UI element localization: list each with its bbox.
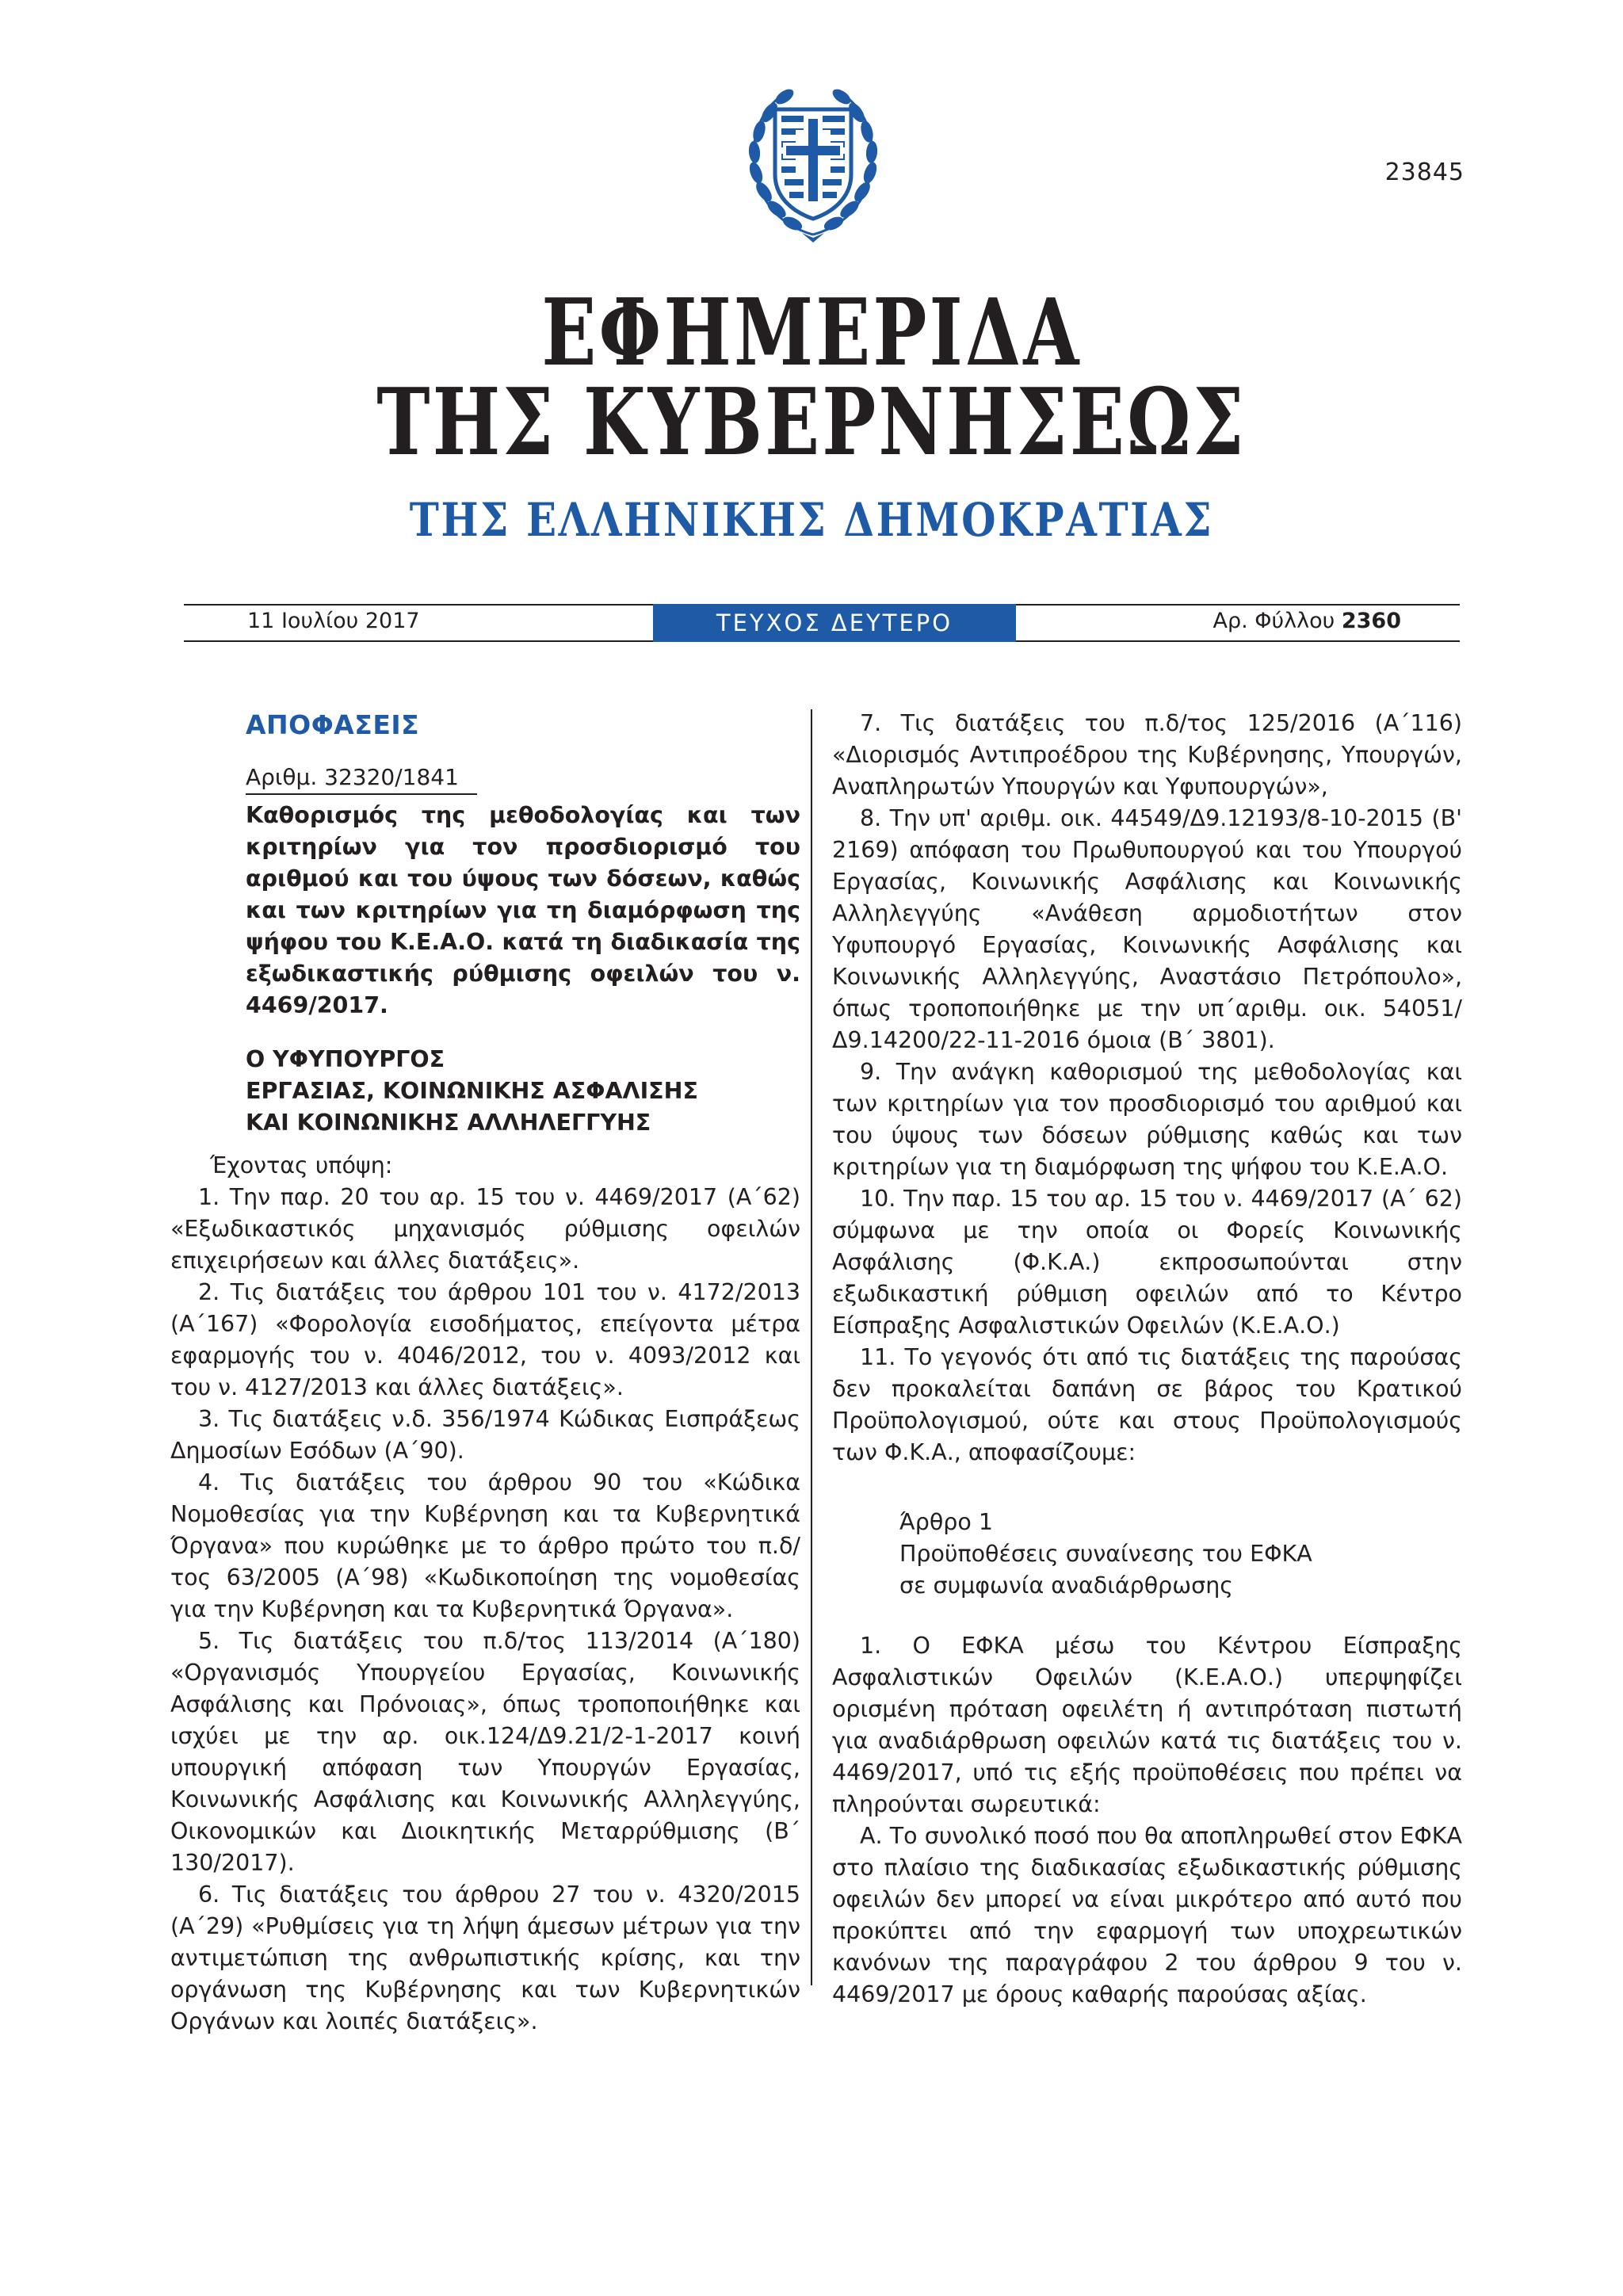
decision-number: Αριθμ. 32320/1841: [246, 762, 477, 795]
consideration-paragraph: 9. Την ανάγκη καθορισμού της μεθοδολογίας και των κριτηρίων για τον προσδιορισμό του αριθμού και του ύψους των δόσεων ρύθμισης καθώς και των κριτηρίων για τη διαμόρφωση της ψήφου του Κ.Ε.Α.Ο.: [832, 1059, 1462, 1180]
signatory: [246, 1044, 800, 1139]
issue-sheet-label: Αρ. Φύλλου: [1212, 609, 1335, 633]
masthead-title-line2: ΤΗΣ ΚΥΒΕΡΝΗΣΕΩΣ: [376, 369, 1247, 476]
consideration-paragraph: 8. Την υπ' αριθμ. οικ. 44549/Δ9.12193/8-10-2015 (Β' 2169) απόφαση του Πρωθυπουργού και του Υπουργού Εργασίας, Κοινωνικής Ασφάλισης και Κοινωνικής Αλληλεγγύης «Ανάθεση αρμοδιοτήτων στον Υφυπουργό Εργασίας, Κοινωνικής Ασφάλισης και Κοινωνικής Αλληλεγγύης, Αναστάσιο Πετρόπουλο», όπως τροποποιήθηκε με την υπ΄αριθμ. οικ. 54051/Δ9.14200/22-11-2016 όμοια (Β΄ 3801).: [832, 805, 1462, 1053]
considerations-intro: Έχοντας υπόψη:: [210, 1152, 393, 1179]
article-paragraph: 1. Ο ΕΦΚΑ μέσω του Κέντρου Είσπραξης Ασφαλιστικών Οφειλών (Κ.Ε.Α.Ο.) υπερψηφίζει ορισμένη πρόταση οφειλέτη ή αντιπρόταση πιστωτή για αναδιάρθρωση οφειλών κατά τις διατάξεις του ν. 4469/2017, υπό τις εξής προϋποθέσεις που πρέπει να πληρούνται σωρευτικά:: [832, 1633, 1462, 1817]
consideration-paragraph: 10. Την παρ. 15 του αρ. 15 του ν. 4469/2017 (Α΄ 62) σύμφωνα με την οποία οι Φορείς Κοινωνικής Ασφάλισης (Φ.Κ.Α.) εκπροσωπούνται στην εξωδικαστική ρύθμιση οφειλών από το Κέντρο Είσπραξης Ασφαλιστικών Οφειλών (Κ.Ε.Α.Ο.): [832, 1186, 1462, 1339]
consideration-paragraph: 3. Τις διατάξεις ν.δ. 356/1974 Κώδικας Εισπράξεως Δημοσίων Εσόδων (Α΄90).: [170, 1406, 800, 1464]
consideration-paragraph: 11. Το γεγονός ότι από τις διατάξεις της παρούσας δεν προκαλείται δαπάνη σε βάρος του Κρατικού Προϋπολογισμού, ούτε και στους Προϋπολογισμούς των Φ.Κ.Α., αποφασίζουμε:: [832, 1344, 1462, 1465]
issue-sheet-number: [1213, 609, 1402, 633]
article-paragraph: Α. Το συνολικό ποσό που θα αποπληρωθεί στον ΕΦΚΑ στο πλαίσιο της διαδικασίας εξωδικαστικής ρύθμισης οφειλών δεν μπορεί να είναι μικρότερο από αυτό που προκύπτει από την εφαρμογή των υποχρεωτικών κανόνων της παραγράφου 2 του άρθρου 9 του ν. 4469/2017 με όρους καθαρής παρούσας αξίας.: [832, 1823, 1462, 2008]
consideration-paragraph: 6. Τις διατάξεις του άρθρου 27 του ν. 4320/2015 (Α΄29) «Ρυθμίσεις για τη λήψη άμεσων μέτρων για την αντιμετώπιση της ανθρωπιστικής κρίσης, και την οργάνωση της Κυβέρνησης και των Κυβερνητικών Οργάνων και λοιπές διατάξεις».: [170, 1881, 800, 2034]
signatory-line: Ο ΥΦΥΠΟΥΡΓΟΣ: [246, 1046, 445, 1072]
masthead-title-line1: ΕΦΗΜΕΡΙΔΑ: [541, 279, 1082, 387]
article-heading: [899, 1507, 1462, 1602]
right-column: [832, 708, 1462, 2011]
article-number: Άρθρο 1: [899, 1509, 993, 1535]
decision-subject: Καθορισμός της μεθοδολογίας και των κριτηρίων για τον προσδιορισμό του αριθμού και του ύψους των δόσεων, καθώς και των κριτηρίων για τη διαμόρφωση της ψήφου του Κ.Ε.Α.Ο. κατά τη διαδικασία της εξωδικαστικής ρύθμισης οφειλών του ν. 4469/2017.: [246, 802, 800, 1018]
hellenic-coat-of-arms-icon: [743, 79, 883, 246]
left-column: [170, 708, 800, 2038]
column-divider: [811, 709, 812, 1985]
article-title: Προϋποθέσεις συναίνεσης του ΕΦΚΑ: [899, 1541, 1312, 1567]
issue-series-badge: ΤΕΥΧΟΣ ΔΕΥΤΕΡΟ: [653, 604, 1016, 642]
consideration-paragraph: 4. Τις διατάξεις του άρθρου 90 του «Κώδικα Νομοθεσίας για την Κυβέρνηση και τα Κυβερνητικά Όργανα» που κυρώθηκε με το άρθρο πρώτο του π.δ/τος 63/2005 (Α΄98) «Κωδικοποίηση της νομοθεσίας για την Κυβέρνηση και τα Κυβερνητικά Όργανα».: [170, 1469, 800, 1622]
consideration-paragraph: 1. Την παρ. 20 του αρ. 15 του ν. 4469/2017 (Α΄62) «Εξωδικαστικός μηχανισμός ρύθμισης οφειλών επιχειρήσεων και άλλες διατάξεις».: [170, 1184, 800, 1274]
signatory-line: ΚΑΙ ΚΟΙΝΩΝΙΚΗΣ ΑΛΛΗΛΕΓΓΥΗΣ: [246, 1110, 651, 1136]
consideration-paragraph: 2. Τις διατάξεις του άρθρου 101 του ν. 4172/2013 (Α΄167) «Φορολογία εισοδήματος, επείγοντα μέτρα εφαρμογής του ν. 4046/2012, του ν. 4093/2012 και του ν. 4127/2013 και άλλες διατάξεις».: [170, 1279, 800, 1400]
section-title: ΑΠΟΦΑΣΕΙΣ: [246, 709, 420, 740]
consideration-paragraph: 7. Τις διατάξεις του π.δ/τος 125/2016 (Α΄116) «Διορισμός Αντιπροέδρου της Κυβέρνησης, Υπουργών, Αναπληρωτών Υπουργών και Υφυπουργών»,: [832, 710, 1462, 800]
article-title: σε συμφωνία αναδιάρθρωσης: [899, 1572, 1233, 1599]
issue-sheet-value: 2360: [1341, 609, 1401, 633]
issue-bar: [184, 604, 1460, 642]
page-number: 23845: [1384, 159, 1465, 186]
masthead-subtitle: ΤΗΣ ΕΛΛΗΝΙΚΗΣ ΔΗΜΟΚΡΑΤΙΑΣ: [409, 493, 1214, 547]
signatory-line: ΕΡΓΑΣΙΑΣ, ΚΟΙΝΩΝΙΚΗΣ ΑΣΦΑΛΙΣΗΣ: [246, 1078, 698, 1104]
issue-date: 11 Ιουλίου 2017: [247, 609, 420, 633]
consideration-paragraph: 5. Τις διατάξεις του π.δ/τος 113/2014 (Α΄180) «Οργανισμός Υπουργείου Εργασίας, Κοινωνικής Ασφάλισης και Πρόνοιας», όπως τροποποιήθηκε και ισχύει με την αρ. οικ.124/Δ9.21/2-1-2017 κοινή υπουργική απόφαση των Υπουργών Εργασίας, Κοινωνικής Ασφάλισης και Κοινωνικής Αλληλεγγύης, Οικονομικών και Διοικητικής Μεταρρύθμισης (Β΄ 130/2017).: [170, 1628, 800, 1876]
